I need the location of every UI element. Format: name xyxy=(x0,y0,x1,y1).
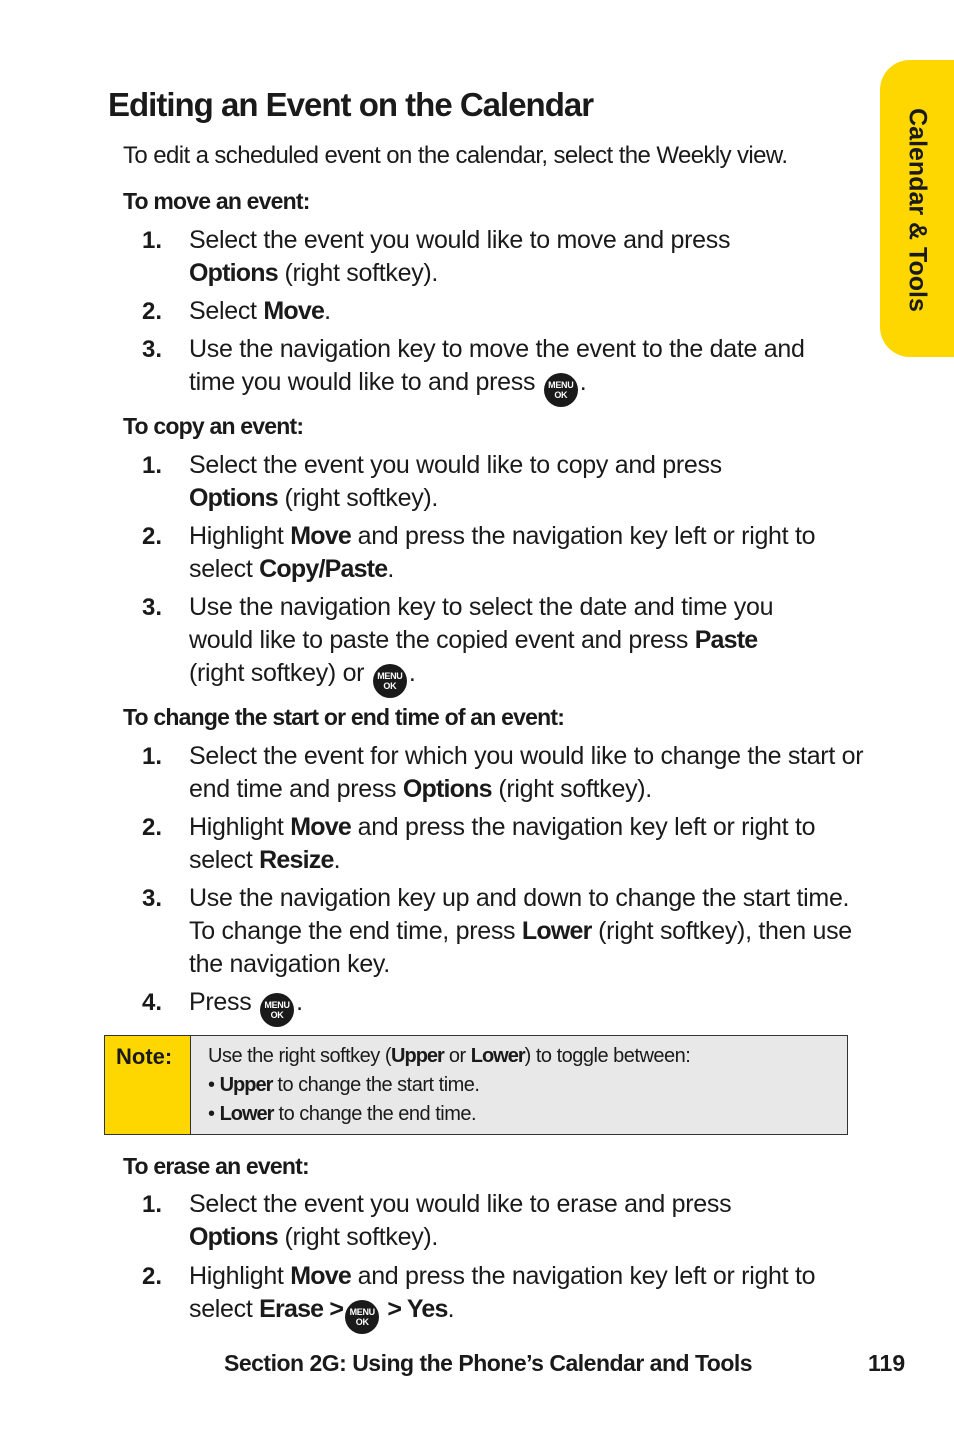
step-text: Select the event for which you would like to change the start or end time and press Options (right softkey). xyxy=(189,742,864,803)
note-box xyxy=(104,1035,848,1135)
step-text: Select the event you would like to erase and press Options (right softkey). xyxy=(189,1190,732,1251)
heading-change-time: To change the start or end time of an event: xyxy=(123,704,565,730)
step-number: 1. xyxy=(142,1191,163,1218)
step-number: 2. xyxy=(142,1263,163,1290)
step-text: Highlight Move and press the navigation key left or right to select Resize. xyxy=(189,813,816,874)
menu-ok-key-icon: MENU OK xyxy=(260,993,294,1027)
step-text: Highlight Move and press the navigation key left or right to select Erase > MENU OK > Yes. xyxy=(189,1260,869,1334)
step-text: Use the navigation key to move the event to the date and time you would like to and press MENU OK . xyxy=(189,333,829,407)
note-label: Note: xyxy=(105,1036,191,1134)
step-number: 3. xyxy=(142,336,163,363)
intro-text: To edit a scheduled event on the calendar, select the Weekly view. xyxy=(123,142,788,169)
menu-ok-key-icon: MENU OK xyxy=(345,1300,379,1334)
section-side-tab xyxy=(880,60,954,357)
heading-erase-event: To erase an event: xyxy=(123,1153,309,1179)
step-text: Select the event you would like to move and press Options (right softkey). xyxy=(189,226,731,287)
heading-copy-event: To copy an event: xyxy=(123,413,304,439)
side-tab-label: Calendar & Tools xyxy=(903,108,932,312)
step-text: Use the navigation key up and down to change the start time. To change the end time, press Lower (right softkey), then use the navigation key. xyxy=(189,884,852,978)
step-number: 3. xyxy=(142,594,163,621)
step-text: Use the navigation key to select the date and time you would like to paste the copied event and press Paste (right softkey) or MENU OK . xyxy=(189,591,839,698)
page-number: 119 xyxy=(868,1350,906,1376)
step-text: Select Move. xyxy=(189,297,331,325)
step-text: Select the event you would like to copy and press Options (right softkey). xyxy=(189,451,722,512)
step-number: 1. xyxy=(142,227,163,254)
step-number: 1. xyxy=(142,743,163,770)
step-number: 2. xyxy=(142,814,163,841)
footer-section-title: Section 2G: Using the Phone’s Calendar and Tools xyxy=(224,1350,753,1376)
menu-ok-key-icon: MENU OK xyxy=(544,373,578,407)
step-number: 2. xyxy=(142,298,163,325)
step-number: 4. xyxy=(142,989,163,1016)
heading-move-event: To move an event: xyxy=(123,188,310,214)
step-text: Highlight Move and press the navigation key left or right to select Copy/Paste. xyxy=(189,522,816,583)
step-text: Press MENU OK . xyxy=(189,986,869,1027)
step-number: 2. xyxy=(142,523,163,550)
page-title: Editing an Event on the Calendar xyxy=(108,86,594,123)
step-number: 3. xyxy=(142,885,163,912)
step-number: 1. xyxy=(142,452,163,479)
menu-ok-key-icon: MENU OK xyxy=(373,664,407,698)
note-body: Use the right softkey (Upper or Lower) to toggle between: • Upper to change the start time. • Lower to change the end time. xyxy=(191,1036,847,1134)
